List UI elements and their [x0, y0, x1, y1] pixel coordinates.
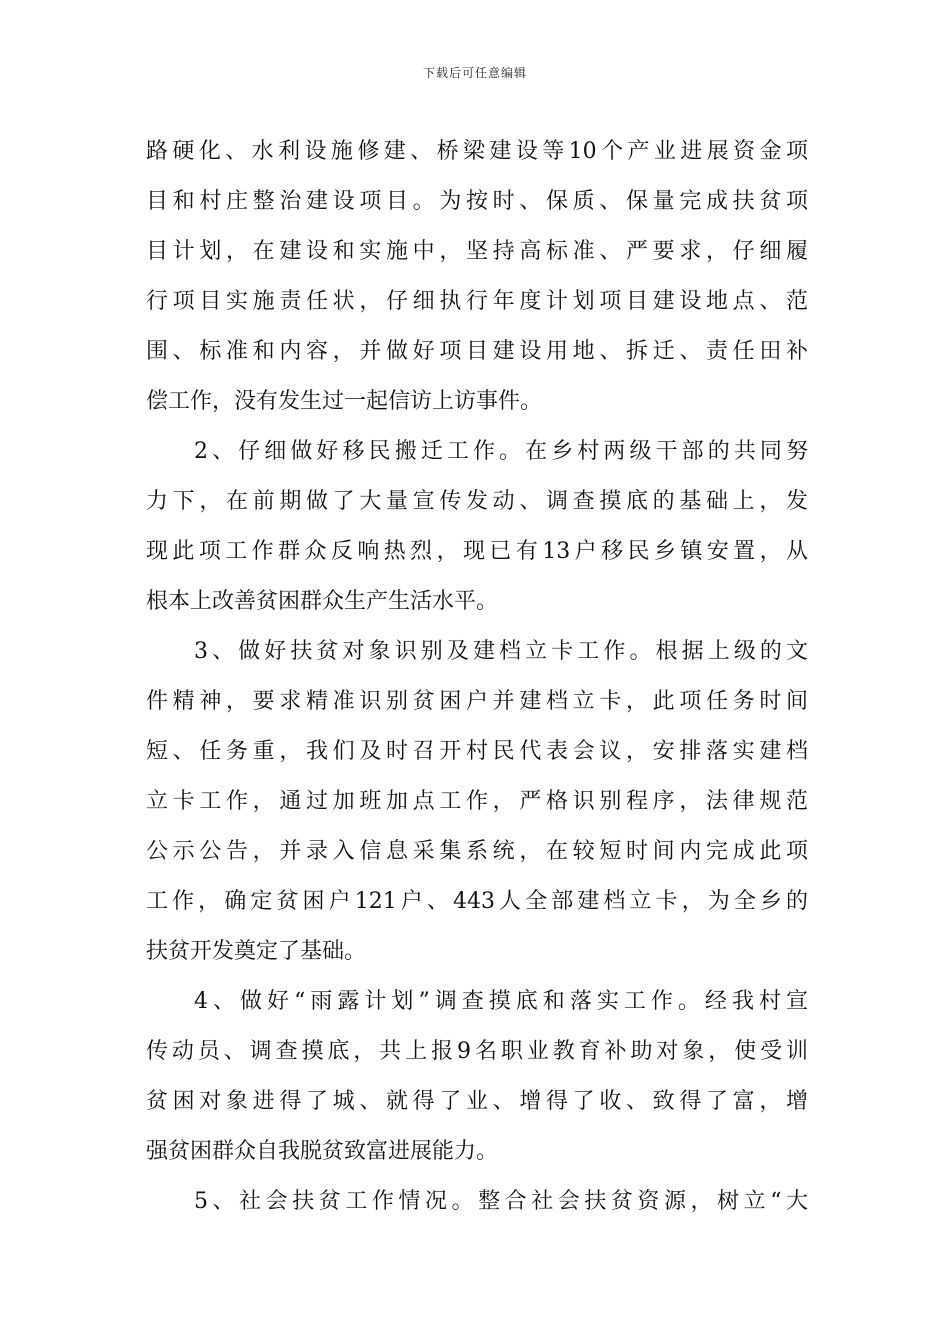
text-line: 偿工作，没有发生过一起信访上访事件。 — [146, 389, 543, 414]
text-line: 目和村庄整治建设项目。为按时、保质、保量完成扶贫项 — [146, 189, 808, 214]
paragraph-start-line: 4、做好“雨露计划”调查摸底和落实工作。经我村宣 — [194, 989, 808, 1014]
text-line: 短、任务重，我们及时召开村民代表会议，安排落实建档 — [146, 739, 808, 764]
text-line: 传动员、调查摸底，共上报9名职业教育补助对象，使受训 — [146, 1039, 808, 1064]
paragraph-start-line: 3、做好扶贫对象识别及建档立卡工作。根据上级的文 — [194, 639, 808, 664]
document-body — [146, 127, 808, 1227]
text-line: 强贫困群众自我脱贫致富进展能力。 — [146, 1139, 499, 1164]
page-header: 下载后可任意编辑 — [422, 66, 527, 80]
text-line: 根本上改善贫困群众生产生活水平。 — [146, 589, 499, 614]
text-line: 贫困对象进得了城、就得了业、增得了收、致得了富，增 — [146, 1089, 808, 1114]
text-line: 路硬化、水利设施修建、桥梁建设等10个产业进展资金项 — [146, 139, 808, 164]
text-line: 围、标准和内容，并做好项目建设用地、拆迁、责任田补 — [146, 339, 808, 364]
text-line: 公示公告，并录入信息采集系统，在较短时间内完成此项 — [146, 839, 808, 864]
text-line: 现此项工作群众反响热烈，现已有13户移民乡镇安置，从 — [146, 539, 808, 564]
text-line: 行项目实施责任状，仔细执行年度计划项目建设地点、范 — [146, 289, 808, 314]
text-line: 力下，在前期做了大量宣传发动、调查摸底的基础上，发 — [146, 489, 808, 514]
text-line: 目计划，在建设和实施中，坚持高标准、严要求，仔细履 — [146, 239, 808, 264]
paragraph-start-line: 2、仔细做好移民搬迁工作。在乡村两级干部的共同努 — [194, 439, 808, 464]
text-line: 件精神，要求精准识别贫困户并建档立卡，此项任务时间 — [146, 689, 808, 714]
text-line: 扶贫开发奠定了基础。 — [146, 939, 367, 964]
text-line: 工作，确定贫困户121户、443人全部建档立卡，为全乡的 — [146, 889, 808, 914]
paragraph-start-line: 5、社会扶贫工作情况。整合社会扶贫资源，树立“大 — [194, 1189, 808, 1214]
text-line: 立卡工作，通过加班加点工作，严格识别程序，法律规范 — [146, 789, 808, 814]
